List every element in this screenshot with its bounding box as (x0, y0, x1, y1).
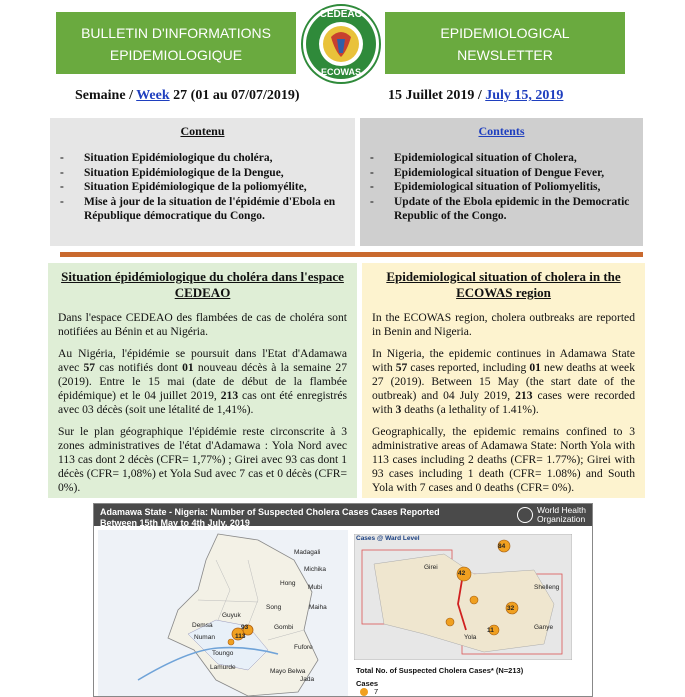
contents-item: - Mise à jour de la situation de l'épidémie d'Ebola en République démocratique du Congo. (58, 195, 345, 224)
title-en-line1: EPIDEMIOLOGICAL (440, 25, 570, 41)
map-label-lamurde: Demsa (192, 622, 213, 629)
cholera-en-p1: In the ECOWAS region, cholera outbreaks are reported in Benin and Nigeria. (372, 311, 635, 338)
map-label-shelleng: Guyuk (222, 612, 241, 619)
cholera-fr-p1: Dans l'espace CEDEAO des flambées de cas de choléra sont notifiées au Bénin et au Nigéria. (58, 311, 347, 338)
who-logo (517, 506, 586, 524)
contents-item: - Epidemiological situation of Cholera, (368, 151, 633, 166)
logo-bottom-text: ECOWAS (320, 67, 361, 77)
inset-label-toungo: Shelleng (534, 584, 560, 591)
cholera-map-figure (93, 503, 593, 697)
cholera-en-p3: Geographically, the epidemic remains confined to 3 administrative areas of Adamawa State: North Yola with 113 cases including 2 deaths (CFR= 1.77%); Girei with 93 cases including 1 death (CFR= 1.08%) and South Yola with 7 cases and 0 deaths (CFR= 0%). (372, 425, 635, 494)
contents-item: - Epidemiological situation of Poliomyelitis, (368, 180, 633, 195)
contents-item: - Epidemiological situation of Dengue Fever, (368, 166, 633, 181)
map-label-mayo-belwa: Mayo Belwa (270, 668, 306, 675)
cholera-title-en: Epidemiological situation of cholera in the ECOWAS region (386, 269, 621, 300)
inset-label-girei: Girei (424, 564, 438, 571)
map-label-guyuk: Numan (194, 634, 215, 641)
contents-list-en (360, 151, 643, 224)
map-label-gombi: Gombi (274, 624, 294, 631)
map-label-maiha: Maiha (309, 604, 327, 611)
cholera-title-fr: Situation épidémiologique du choléra dans l'espace CEDEAO (61, 269, 344, 300)
contents-box-fr (50, 118, 355, 246)
cholera-fr-p3: Sur le plan géographique l'épidémie reste circonscrite à 3 zones administratives de l'état d'Adamawa : Yola Nord avec 113 cas dont 2 décès (CFR= 1,77%) ; Girei avec 93 cas dont 1 décès (CFR= 1,08%) et Yola Sud avec 7 cas et 0 décès (CFR= 0%). (58, 425, 347, 494)
title-en-line2: NEWSLETTER (457, 47, 553, 63)
who-emblem-icon (517, 507, 533, 523)
total-cases-label: Total No. of Suspected Cholera Cases* (N=213) (356, 666, 524, 675)
badge-inset-32: 32 (507, 605, 515, 612)
week-range: 27 (01 au 07/07/2019) (169, 88, 300, 103)
divider-rule (60, 252, 643, 257)
contents-item: - Update of the Ebola epidemic in the Democratic Republic of the Congo. (368, 195, 633, 224)
cholera-fr-p2: Au Nigéria, l'épidémie se poursuit dans l'Etat d'Adamawa avec 57 cas notifiés dont 01 nouveau décès à la semaine 27 (2019). Entre le 15 mai (date de début de la flambée épidémique) et le 04 juillet 2019, 213 cas ont été enregistrés avec 03 décès (soit une létalité de 1,41%). (58, 347, 347, 416)
map-label-numan: Lamurde (210, 664, 236, 671)
map-title-line1: Adamawa State - Nigeria: Number of Suspected Cholera Cases Cases Reported (100, 507, 440, 517)
title-fr-line2: EPIDEMIOLOGIQUE (109, 47, 243, 63)
semaine-label: Semaine (75, 88, 126, 103)
badge-inset-84: 84 (498, 543, 506, 550)
cholera-section-fr (48, 263, 357, 498)
map-label-jada: Jada (300, 676, 315, 683)
dateline-right (388, 88, 648, 104)
title-box-en (385, 12, 625, 74)
badge-north-yola: 113 (235, 633, 246, 640)
badge-girei: 93 (241, 624, 249, 631)
slash2: / (474, 88, 486, 103)
who-line2: Organization (537, 514, 586, 524)
contents-box-en (360, 118, 643, 246)
map-title-line2: Between 15th May to 4th July, 2019 (100, 518, 250, 528)
date-fr: 15 Juillet 2019 (388, 88, 475, 103)
who-line1: World Health (537, 505, 586, 515)
inset-label-yola: Yola (464, 634, 477, 641)
contents-item: - Situation Epidémiologique de la poliomyélite, (58, 180, 345, 195)
cholera-section-en (362, 263, 645, 498)
week-link[interactable]: Week (136, 88, 170, 103)
contents-title-en[interactable]: Contents (478, 124, 525, 138)
map-label-madagali: Madagali (294, 549, 321, 556)
contents-title-fr: Contenu (180, 124, 225, 138)
badge-inset-42: 42 (458, 570, 466, 577)
map-label-mubi: Mubi (308, 584, 323, 591)
ward-level-inset-map (354, 534, 572, 660)
map-label-song: Song (266, 604, 282, 611)
cholera-en-p2: In Nigeria, the epidemic continues in Adamawa State with 57 cases reported, including 01 new deaths at week 27 (2019). Between 15 May (the start date of the outbreak) and 04 July 2019, 213 cases were recorded with 3 deaths (a lethality of 1.41%). (372, 347, 636, 416)
title-box-fr (56, 12, 296, 74)
map-header (94, 504, 592, 526)
title-fr-line1: BULLETIN D'INFORMATIONS (81, 25, 271, 41)
map-label-michika: Michika (304, 566, 327, 573)
legend-cases-label: Cases (356, 679, 379, 688)
ecowas-logo (301, 3, 381, 85)
date-en-link[interactable]: July 15, 2019 (485, 88, 564, 103)
map-label-demsa: Toungo (212, 650, 234, 657)
legend-value: 7 (374, 687, 379, 696)
map-label-fufore: Fufore (294, 644, 313, 651)
slash: / (125, 88, 137, 103)
inset-map-label: Cases @ Ward Level (356, 535, 420, 542)
contents-item: - Situation Epidémiologique du choléra, (58, 151, 345, 166)
inset-label-ganye: Ganye (534, 624, 554, 631)
contents-item: - Situation Epidémiologique de la Dengue, (58, 166, 345, 181)
logo-top-text: CEDEAO (319, 9, 363, 20)
map-label-hong: Hong (280, 580, 296, 587)
badge-inset-11: 11 (487, 627, 494, 634)
contents-list-fr (50, 151, 355, 224)
dateline-left (75, 88, 335, 104)
